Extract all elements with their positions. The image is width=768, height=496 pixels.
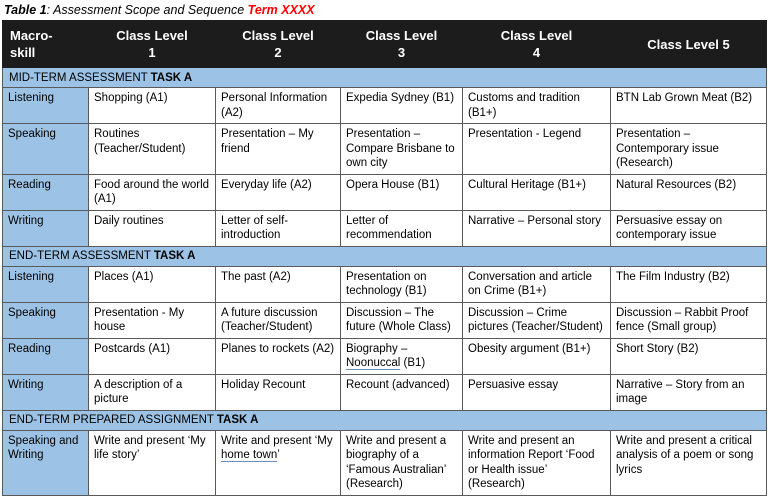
column-header-class-level-5 — [611, 21, 767, 68]
assessment-scope-table — [2, 20, 767, 496]
section-header-label — [3, 410, 767, 430]
assessment-cell: Presentation on technology (B1) — [341, 266, 463, 302]
table-row — [3, 338, 767, 374]
section-title-text: END-TERM ASSESSMENT — [9, 250, 154, 262]
section-header-row — [3, 410, 767, 430]
assessment-cell: Daily routines — [89, 210, 216, 246]
caption-label: Table 1 — [4, 3, 47, 17]
assessment-cell: A future discussion (Teacher/Student) — [216, 302, 341, 338]
table-row — [3, 374, 767, 410]
caption-term-text: Term XXXX — [247, 3, 315, 17]
assessment-cell: Letter of recommendation — [341, 210, 463, 246]
caption-main-text: : Assessment Scope and Sequence — [46, 3, 248, 17]
assessment-cell: Persuasive essay — [463, 374, 611, 410]
table-row — [3, 174, 767, 210]
assessment-cell: Presentation – My friend — [216, 124, 341, 175]
assessment-cell: Natural Resources (B2) — [611, 174, 767, 210]
macroskill-cell: Speaking and Writing — [3, 430, 89, 495]
assessment-cell: Biography – Noonuccal (B1) — [341, 338, 463, 374]
assessment-cell: Short Story (B2) — [611, 338, 767, 374]
section-task-label: TASK A — [216, 414, 259, 426]
header-line-2: 3 — [397, 45, 406, 60]
assessment-cell: Food around the world (A1) — [89, 174, 216, 210]
assessment-cell: BTN Lab Grown Meat (B2) — [611, 88, 767, 124]
assessment-cell: Letter of self-introduction — [216, 210, 341, 246]
assessment-cell: Expedia Sydney (B1) — [341, 88, 463, 124]
assessment-cell: Holiday Recount — [216, 374, 341, 410]
macroskill-cell: Reading — [3, 338, 89, 374]
header-line-1: Class Level — [116, 28, 188, 43]
assessment-cell: Personal Information (A2) — [216, 88, 341, 124]
assessment-cell: Write and present an information Report ‘Food or Health issue’ (Research) — [463, 430, 611, 495]
header-line-2: 2 — [274, 45, 282, 60]
assessment-cell: Cultural Heritage (B1+) — [463, 174, 611, 210]
section-header-label — [3, 68, 767, 88]
macroskill-cell: Speaking — [3, 302, 89, 338]
assessment-cell: Obesity argument (B1+) — [463, 338, 611, 374]
assessment-cell: Write and present a biography of a ‘Famous Australian’ (Research) — [341, 430, 463, 495]
assessment-cell: Presentation – Contemporary issue (Research) — [611, 124, 767, 175]
macroskill-cell: Listening — [3, 266, 89, 302]
table-row — [3, 266, 767, 302]
assessment-cell: Recount (advanced) — [341, 374, 463, 410]
assessment-cell: Presentation - Legend — [463, 124, 611, 175]
header-line-2: 1 — [148, 45, 156, 60]
assessment-cell: Customs and tradition (B1+) — [463, 88, 611, 124]
macroskill-cell: Writing — [3, 210, 89, 246]
spellcheck-underlined-term: Noonuccal — [346, 357, 401, 369]
table-row — [3, 124, 767, 175]
column-header-macroskill — [3, 21, 89, 68]
section-task-label: TASK A — [153, 250, 196, 262]
header-line-1: Class Level — [242, 28, 314, 43]
assessment-cell: Postcards (A1) — [89, 338, 216, 374]
table-row — [3, 430, 767, 495]
table-body — [3, 68, 767, 496]
assessment-cell: Presentation - My house — [89, 302, 216, 338]
macroskill-cell: Speaking — [3, 124, 89, 175]
column-header-class-level-4 — [463, 21, 611, 68]
header-row — [3, 21, 767, 68]
header-line-2: skill — [10, 45, 36, 60]
table-caption — [0, 0, 768, 20]
header-line-1: Class Level — [500, 28, 573, 43]
column-header-class-level-3 — [341, 21, 463, 68]
section-header-label — [3, 246, 767, 266]
assessment-cell: The Film Industry (B2) — [611, 266, 767, 302]
header-line-1: Class Level 5 — [647, 36, 730, 52]
assessment-cell: Discussion – Crime pictures (Teacher/Student) — [463, 302, 611, 338]
spellcheck-underlined-term: home town — [221, 449, 278, 461]
assessment-cell: Write and present ‘My home town’ — [216, 430, 341, 495]
assessment-cell: The past (A2) — [216, 266, 341, 302]
assessment-cell: Places (A1) — [89, 266, 216, 302]
section-title-text: END-TERM PREPARED ASSIGNMENT — [9, 414, 217, 426]
macroskill-cell: Writing — [3, 374, 89, 410]
assessment-cell: Narrative – Personal story — [463, 210, 611, 246]
assessment-cell: Write and present ‘My life story’ — [89, 430, 216, 495]
assessment-cell: Routines (Teacher/Student) — [89, 124, 216, 175]
section-header-row — [3, 68, 767, 88]
assessment-cell: Presentation – Compare Brisbane to own city — [341, 124, 463, 175]
table-row — [3, 302, 767, 338]
section-header-row — [3, 246, 767, 266]
column-header-class-level-2 — [216, 21, 341, 68]
header-line-1: Macro- — [10, 28, 53, 43]
header-line-1: Class Level — [365, 28, 438, 43]
assessment-cell: Write and present a critical analysis of a poem or song lyrics — [611, 430, 767, 495]
assessment-cell: Discussion – Rabbit Proof fence (Small group) — [611, 302, 767, 338]
assessment-cell: Planes to rockets (A2) — [216, 338, 341, 374]
macroskill-cell: Listening — [3, 88, 89, 124]
assessment-cell: Conversation and article on Crime (B1+) — [463, 266, 611, 302]
macroskill-cell: Reading — [3, 174, 89, 210]
table-row — [3, 88, 767, 124]
table-row — [3, 210, 767, 246]
section-task-label: TASK A — [150, 71, 193, 84]
section-title-text: MID-TERM ASSESSMENT — [9, 71, 151, 84]
assessment-cell: Everyday life (A2) — [216, 174, 341, 210]
assessment-cell: Shopping (A1) — [89, 88, 216, 124]
assessment-cell: A description of a picture — [89, 374, 216, 410]
assessment-cell: Opera House (B1) — [341, 174, 463, 210]
header-line-2: 4 — [532, 45, 541, 60]
assessment-cell: Persuasive essay on contemporary issue — [611, 210, 767, 246]
column-header-class-level-1 — [89, 21, 216, 68]
assessment-cell: Discussion – The future (Whole Class) — [341, 302, 463, 338]
assessment-cell: Narrative – Story from an image — [611, 374, 767, 410]
table-header — [3, 21, 767, 68]
